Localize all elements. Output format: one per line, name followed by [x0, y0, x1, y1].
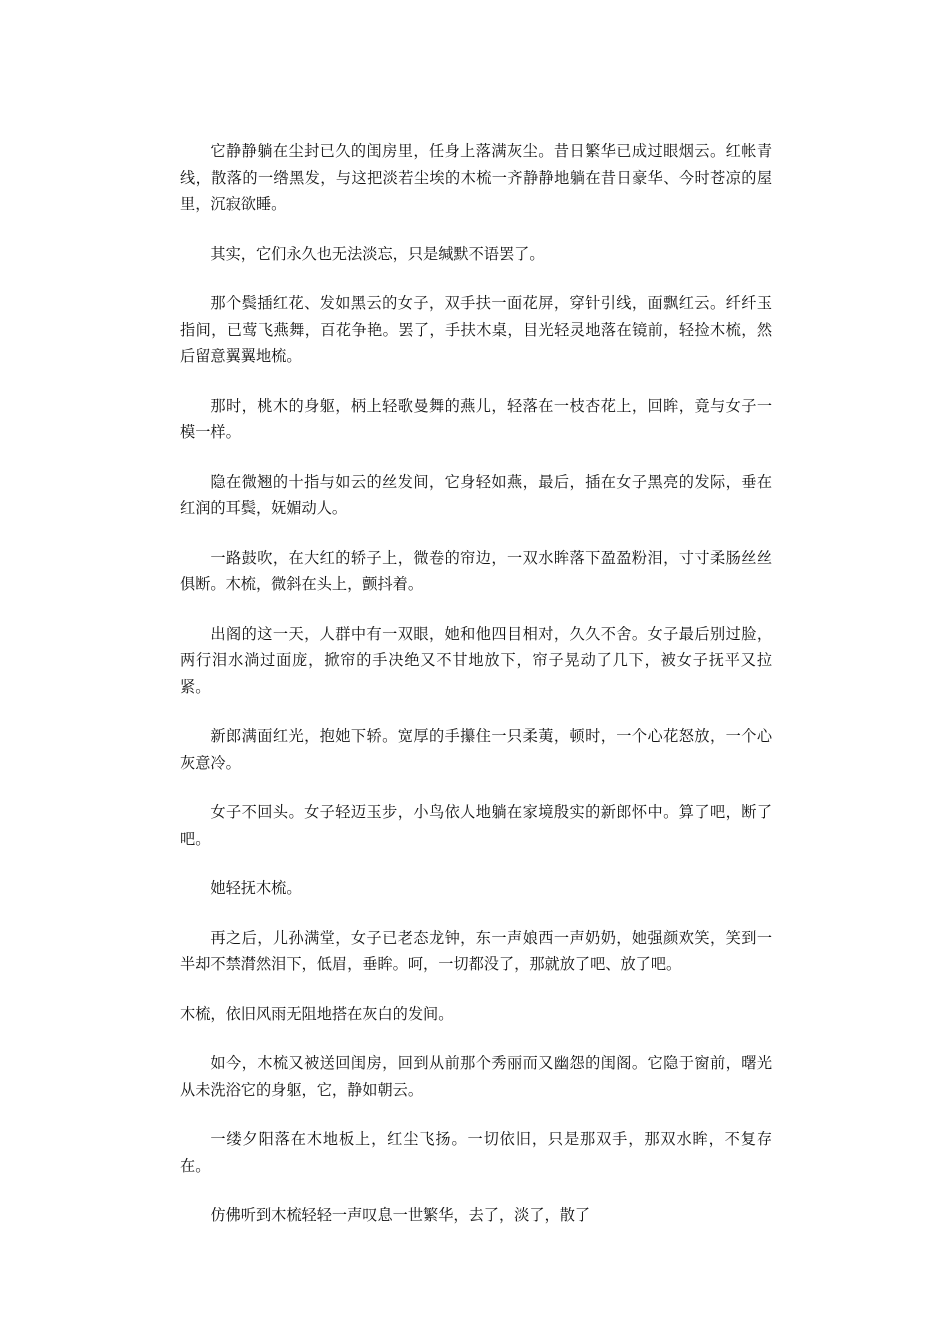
paragraph-13: 如今，木梳又被送回闺房，回到从前那个秀丽而又幽怨的闺阁。它隐于窗前，曙光从未洗浴它的身躯，它，静如朝云。 [180, 1054, 772, 1099]
document-body [180, 138, 772, 1252]
paragraph-10: 她轻抚木梳。 [210, 879, 302, 897]
paragraph-11: 再之后，儿孙满堂，女子已老态龙钟，东一声娘西一声奶奶，她强颜欢笑，笑到一半却不禁潸然泪下，低眉，垂眸。呵，一切都没了，那就放了吧、放了吧。 [180, 928, 772, 973]
paragraph-2: 其实，它们永久也无法淡忘，只是缄默不语罢了。 [210, 244, 545, 263]
paragraph-3: 那个鬓插红花、发如黑云的女子，双手扶一面花屏，穿针引线，面飘红云。纤纤玉指间，已莺飞燕舞，百花争艳。罢了，手扶木桌，目光轻灵地落在镜前，轻捡木梳，然后留意翼翼地梳。 [180, 294, 772, 365]
paragraph-1: 它静静躺在尘封已久的闺房里，任身上落满灰尘。昔日繁华已成过眼烟云。红帐青线，散落的一绺黑发，与这把淡若尘埃的木梳一齐静静地躺在昔日豪华、今时苍凉的屋里，沉寂欲睡。 [180, 142, 772, 213]
paragraph-5: 隐在微翘的十指与如云的丝发间，它身轻如燕，最后，插在女子黑亮的发际，垂在红润的耳鬓，妩媚动人。 [180, 472, 772, 517]
paragraph-12: 木梳，依旧风雨无阻地搭在灰白的发间。 [180, 1004, 454, 1023]
paragraph-7: 出阁的这一天，人群中有一双眼，她和他四目相对，久久不舍。女子最后别过脸，两行泪水淌过面庞，掀帘的手决绝又不甘地放下，帘子晃动了几下，被女子抚平又拉紧。 [180, 624, 772, 696]
paragraph-15: 仿佛听到木梳轻轻一声叹息一世繁华，去了，淡了，散了 [210, 1206, 591, 1224]
paragraph-14: 一缕夕阳落在木地板上，红尘飞扬。一切依旧，只是那双手，那双水眸，不复存在。 [180, 1130, 772, 1175]
paragraph-4: 那时，桃木的身躯，柄上轻歌曼舞的燕儿，轻落在一枝杏花上，回眸，竟与女子一模一样。 [180, 396, 772, 441]
paragraph-8: 新郎满面红光，抱她下轿。宽厚的手攥住一只柔荑，顿时，一个心花怒放，一个心灰意冷。 [180, 727, 772, 772]
paragraph-9: 女子不回头。女子轻迈玉步，小鸟依人地躺在家境殷实的新郎怀中。算了吧，断了吧。 [180, 803, 772, 848]
paragraph-6: 一路鼓吹，在大红的轿子上，微卷的帘边，一双水眸落下盈盈粉泪，寸寸柔肠丝丝俱断。木梳，微斜在头上，颤抖着。 [180, 548, 772, 593]
